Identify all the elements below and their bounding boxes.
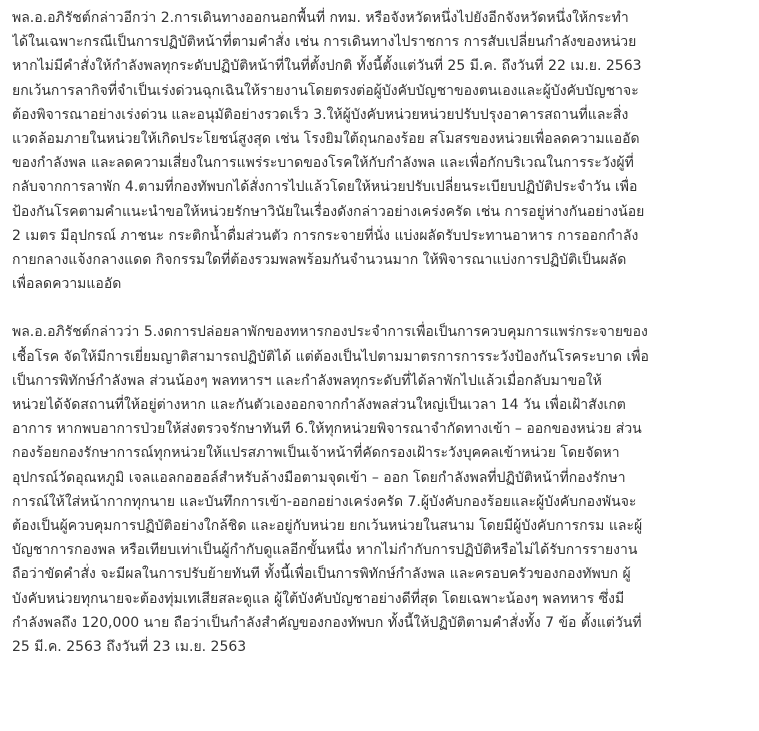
text-line: บัญชาการกองพล หรือเทียบเท่าเป็นผู้กำกับดูแลอีกขั้นหนึ่ง หากไม่กำกับการปฏิบัติหรือไม่ได้รับการรายงาน	[12, 542, 638, 559]
paragraph-2	[12, 320, 747, 659]
text-line: ของกำลังพล และลดความเสี่ยงในการแพร่ระบาดของโรคให้กับกำลังพล และเพื่อกักบริเวณในการระวังผู้ที่	[12, 155, 634, 172]
text-line: ต้องเป็นผู้ควบคุมการปฏิบัติอย่างใกล้ชิด และอยู่กับหน่วย ยกเว้นหน่วยในสนาม โดยมีผู้บังคับการกรม และผู้	[12, 518, 643, 535]
text-line: กำลังพลถึง 120,000 นาย ถือว่าเป็นกำลังสำคัญของกองทัพบก ทั้งนี้ให้ปฏิบัติตามคำสั่งทั้ง 7 ข้อ ตั้งแต่วันที่	[12, 614, 642, 631]
article-body	[12, 6, 747, 659]
text-line: อุปกรณ์วัดอุณหภูมิ เจลแอลกอฮอล์สำหรับล้างมือตามจุดเข้า – ออก โดยกำลังพลที่ปฏิบัติหน้าที่กองรักษา	[12, 469, 626, 486]
paragraph-1	[12, 6, 747, 296]
text-line: พล.อ.อภิรัชต์กล่าวว่า 5.งดการปล่อยลาพักของทหารกองประจำการเพื่อเป็นการควบคุมการแพร่กระจายของ	[12, 324, 648, 341]
text-line: กลับจากการลาพัก 4.ตามที่กองทัพบกได้สั่งการไปแล้วโดยให้หน่วยปรับเปลี่ยนระเบียบปฏิบัติประจำวัน เพื่อ	[12, 179, 638, 196]
text-line: เป็นการพิทักษ์กำลังพล ส่วนน้องๆ พลทหารฯ และกำลังพลทุกระดับที่ได้ลาพักไปแล้วเมื่อกลับมาขอให้	[12, 372, 602, 389]
text-line: ถือว่าขัดคำสั่ง จะมีผลในการปรับย้ายทันที ทั้งนี้เพื่อเป็นการพิทักษ์กำลังพล และครอบครัวของกองทัพบก ผู้	[12, 566, 631, 583]
text-line: หากไม่มีคำสั่งให้กำลังพลทุกระดับปฏิบัติหน้าที่ในที่ตั้งปกติ ทั้งนี้ตั้งแต่วันที่ 25 มี.ค. ถึงวันที่ 22 เม.ย. 2563	[12, 58, 642, 75]
text-line: อาการ หากพบอาการป่วยให้ส่งตรวจรักษาทันที 6.ให้ทุกหน่วยพิจารณาจำกัดทางเข้า – ออกของหน่วย ส่วน	[12, 421, 642, 438]
text-line: บังคับหน่วยทุกนายจะต้องทุ่มเทเสียสละดูแล ผู้ใต้บังคับบัญชาอย่างดีที่สุด โดยเฉพาะน้องๆ พลทหาร ซึ่งมี	[12, 590, 625, 607]
text-line: เชื้อโรค จัดให้มีการเยี่ยมญาติสามารถปฏิบัติได้ แต่ต้องเป็นไปตามมาตรการการระวังป้องกันโรคระบาด เพื่อ	[12, 348, 649, 365]
text-line: ต้องพิจารณาอย่างเร่งด่วน และอนุมัติอย่างรวดเร็ว 3.ให้ผู้บังคับหน่วยหน่วยปรับปรุงอาคารสถานที่และสิ่ง	[12, 106, 629, 123]
text-line: 2 เมตร มีอุปกรณ์ ภาชนะ กระติกน้ำดื่มส่วนตัว การกระจายที่นั่ง แบ่งผลัดรับประทานอาหาร การออกกำลัง	[12, 227, 639, 244]
text-line: แวดล้อมภายในหน่วยให้เกิดประโยชน์สูงสุด เช่น โรงยิมใต้ถุนกองร้อย สโมสรของหน่วยเพื่อลดความแออัด	[12, 131, 640, 148]
text-line: เพื่อลดความแออัด	[12, 276, 122, 293]
text-line: การณ์ให้ใส่หน้ากากทุกนาย และบันทึกการเข้า-ออกอย่างเคร่งครัด 7.ผู้บังคับกองร้อยและผู้บังคับกองพันจะ	[12, 493, 637, 510]
text-line: พล.อ.อภิรัชต์กล่าวอีกว่า 2.การเดินทางออกนอกพื้นที่ กทม. หรือจังหวัดหนึ่งไปยังอีกจังหวัดหนึ่งให้กระทำ	[12, 10, 629, 26]
text-line: กองร้อยกองรักษาการณ์ทุกหน่วยให้แปรสภาพเป็นเจ้าหน้าที่คัดกรองเฝ้าระวังบุคคลเข้าหน่วย โดยจัดหา	[12, 445, 620, 462]
text-line: 25 มี.ค. 2563 ถึงวันที่ 23 เม.ย. 2563	[12, 639, 247, 656]
text-line: ยกเว้นการลากิจที่จำเป็นเร่งด่วนฉุกเฉินให้รายงานโดยตรงต่อผู้บังคับบัญชาของตนเองและผู้บังคับบัญชาจะ	[12, 82, 639, 99]
text-line: ได้ในเฉพาะกรณีเป็นการปฏิบัติหน้าที่ตามคำสั่ง เช่น การเดินทางไปราชการ การสับเปลี่ยนกำลังของหน่วย	[12, 34, 637, 51]
text-line: ป้องกันโรคตามคำแนะนำขอให้หน่วยรักษาวินัยในเรื่องดังกล่าวอย่างเคร่งครัด เช่น การอยู่ห่างกันอย่างน้อย	[12, 203, 645, 220]
text-line: หน่วยได้จัดสถานที่ให้อยู่ต่างหาก และกันตัวเองออกจากกำลังพลส่วนใหญ่เป็นเวลา 14 วัน เพื่อเฝ้าสังเกต	[12, 397, 626, 414]
text-line: กายกลางแจ้งกลางแดด กิจกรรมใดที่ต้องรวมพลพร้อมกันจำนวนมาก ให้พิจารณาแบ่งการปฏิบัติเป็นผลัด	[12, 252, 627, 269]
